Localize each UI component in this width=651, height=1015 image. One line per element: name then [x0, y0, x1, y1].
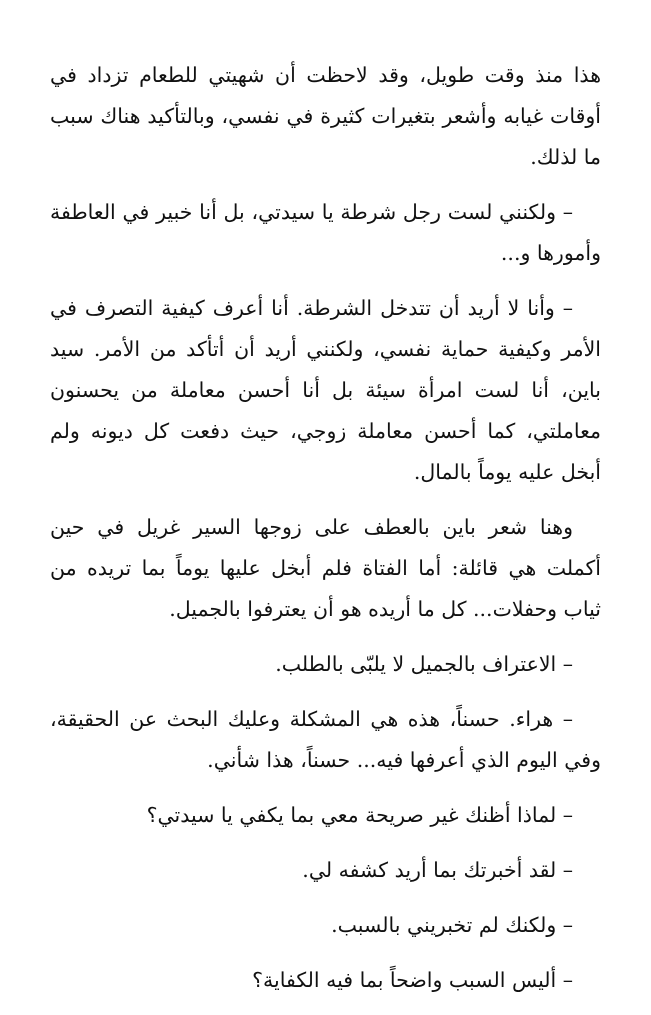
- paragraph-2: – ولكنني لست رجل شرطة يا سيدتي، بل أنا خبير في العاطفة وأمورها و...: [50, 200, 601, 265]
- paragraph-6: – هراء. حسناً، هذه هي المشكلة وعليك البحث عن الحقيقة، وفي اليوم الذي أعرفها فيه... حسناً، هذا شأني.: [50, 707, 601, 772]
- paragraph-5: – الاعتراف بالجميل لا يلبّى بالطلب.: [275, 652, 573, 676]
- paragraph-10: – أليس السبب واضحاً بما فيه الكفاية؟: [252, 968, 573, 992]
- paragraph-1: هذا منذ وقت طويل، وقد لاحظت أن شهيتي للطعام تزداد في أوقات غيابه وأشعر بتغيرات كثيرة في نفسي، وبالتأكيد هناك سبب ما لذلك.: [50, 63, 601, 169]
- paragraph-4: وهنا شعر باين بالعطف على زوجها السير غريل في حين أكملت هي قائلة: أما الفتاة فلم أبخل عليها يوماً بما تريده من ثياب وحفلات... كل ما أريده هو أن يعترفوا بالجميل.: [50, 515, 601, 621]
- paragraph-9: – ولكنك لم تخبريني بالسبب.: [331, 913, 573, 937]
- paragraph-8: – لقد أخبرتك بما أريد كشفه لي.: [302, 858, 573, 882]
- document-page: [50, 55, 601, 1015]
- paragraph-7: – لماذا أظنك غير صريحة معي بما يكفي يا سيدتي؟: [146, 803, 573, 827]
- paragraph-3: – وأنا لا أريد أن تتدخل الشرطة. أنا أعرف كيفية التصرف في الأمر وكيفية حماية نفسي، ولكنني أريد أن أتأكد من الأمر. سيد باين، أنا لست امرأة سيئة بل أنا أحسن معاملة من يحسنون معاملتي، كما أحسن معاملة زوجي، حيث دفعت كل ديونه ولم أبخل عليه يوماً بالمال.: [50, 296, 601, 484]
